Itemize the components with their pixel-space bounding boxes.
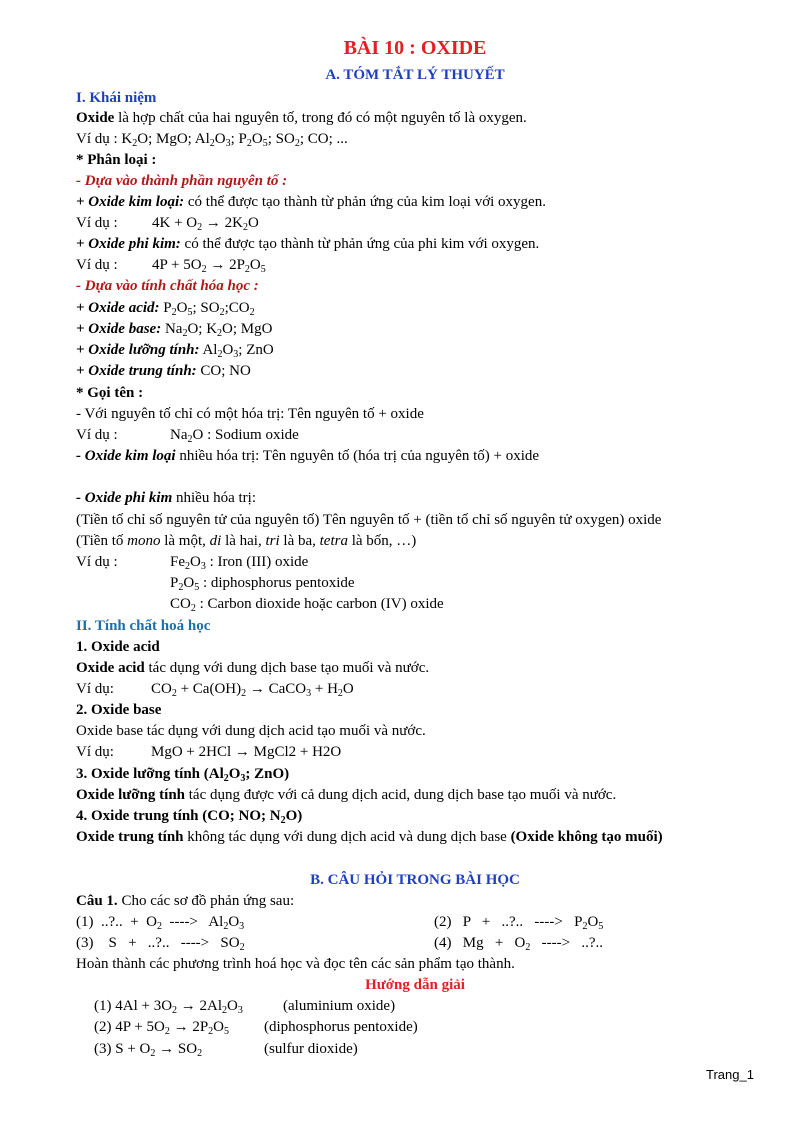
reaction-scheme-4: (4) $Mg + O_2$ ----> ..?..	[434, 935, 603, 953]
amphoteric-oxide-heading: 3. Oxide lưỡng tính ($Al_2O_3$; ZnO)	[76, 766, 290, 784]
solution-heading: Hướng dẫn giải	[365, 977, 465, 993]
neutral-oxide-line: + Oxide trung tính: CO; NO	[76, 363, 251, 379]
acid-oxide-heading: 1. Oxide acid	[76, 639, 160, 655]
by-property-heading: - Dựa vào tính chất hóa học :	[76, 278, 259, 294]
base-oxide-equation: Ví dụ: MgO + 2HCl → MgCl2 + H2O	[76, 744, 342, 760]
metal-oxide-line: + Oxide kim loại: có thể được tạo thành từ phản ứng của kim loại với oxygen.	[76, 194, 546, 210]
amphoteric-oxide-line: + Oxide lưỡng tính: $Al_2O_3$; ZnO	[76, 342, 274, 360]
base-oxide-line: + Oxide base: $Na_2O$; $K_2O$; MgO	[76, 321, 273, 339]
naming-heading: * Gọi tên :	[76, 385, 144, 401]
naming-rule-single: - Với nguyên tố chỉ có một hóa trị: Tên nguyên tố + oxide	[76, 406, 424, 422]
prefix-explanation: (Tiền tố mono là một, di là hai, tri là ba, tetra là bốn, …)	[76, 533, 417, 549]
sodium-oxide-example: Ví dụ : $Na_2O$ : Sodium oxide	[76, 427, 299, 445]
nonmetal-multi-valence-rule: - Oxide phi kim nhiều hóa trị:	[76, 490, 256, 506]
concept-heading: I. Khái niệm	[76, 90, 157, 106]
acid-oxide-property: Oxide acid tác dụng với dung dịch base tạo muối và nước.	[76, 660, 430, 676]
amphoteric-oxide-property: Oxide lưỡng tính tác dụng được với cả dung dịch acid, dung dịch base tạo muối và nước.	[76, 787, 617, 803]
question-instruction: Hoàn thành các phương trình hoá học và đọc tên các sản phẩm tạo thành.	[76, 956, 515, 972]
nonmetal-oxide-line: + Oxide phi kim: có thể được tạo thành từ phản ứng của phi kim với oxygen.	[76, 236, 540, 252]
neutral-oxide-property: Oxide trung tính không tác dụng với dung dịch acid và dung dịch base (Oxide không tạo muối)	[76, 829, 663, 845]
reaction-scheme-1: (1) ..?.. + $O_2$ ----> $Al_2O_3$	[76, 914, 245, 932]
acid-oxide-equation: Ví dụ: $CO_2 + Ca(OH)_2$ → CaCO$_3$ + $H_2O$	[76, 681, 354, 699]
reaction-scheme-3: (3) S + ..?.. ----> $SO_2$	[76, 935, 245, 953]
section-b-heading: B. CÂU HỎI TRONG BÀI HỌC	[310, 872, 520, 888]
base-oxide-property: Oxide base tác dụng với dung dịch acid tạo muối và nước.	[76, 723, 426, 739]
by-element-heading: - Dựa vào thành phần nguyên tố :	[76, 173, 288, 189]
page-number: Trang_1	[706, 1067, 754, 1082]
metal-multi-valence-rule: - Oxide kim loại nhiều hóa trị: Tên nguyên tố (hóa trị của nguyên tố) + oxide	[76, 448, 540, 464]
section-a-heading: A. TÓM TẮT LÝ THUYẾT	[325, 67, 505, 83]
answer-3: (3) $S + O_2 \to SO_2$ (sulfur dioxide)	[94, 1041, 358, 1059]
example-formulas: Ví dụ : $K_2O$; MgO; $Al_2O_3$; $P_2O_5$; $SO_2$; CO; ...	[76, 131, 348, 149]
metal-oxide-example: Ví dụ : $4K + O_2 \to 2K_2O$	[76, 215, 259, 233]
chemical-properties-heading: II. Tính chất hoá học	[76, 618, 211, 634]
page-title: BÀI 10 : OXIDE	[343, 37, 487, 59]
nonmetal-oxide-example: Ví dụ : $4P + 5O_2 \to 2P_2O_5$	[76, 257, 266, 275]
question-1: Câu 1. Cho các sơ đồ phản ứng sau:	[76, 893, 295, 909]
reaction-scheme-2: (2) P + ..?.. ----> $P_2O_5$	[434, 914, 604, 932]
definition-line: Oxide là hợp chất của hai nguyên tố, trong đó có một nguyên tố là oxygen.	[76, 110, 527, 126]
iron-oxide-example: Ví dụ : $Fe_2O_3$ : Iron (III) oxide	[76, 554, 309, 572]
base-oxide-heading: 2. Oxide base	[76, 702, 162, 718]
prefix-rule: (Tiền tố chỉ số nguyên tử của nguyên tố) Tên nguyên tố + (tiền tố chỉ số nguyên tử oxygen) oxide	[76, 512, 662, 528]
document-page: BÀI 10 : OXIDE A. TÓM TẮT LÝ THUYẾT I. Khái niệm Oxide là hợp chất của hai nguyên tố, trong đó có một nguyên tố là oxygen. Ví dụ : $K_2O$; MgO; $Al_2O_3$; $P_2O_5$; $SO_2$; CO; ... * Phân loại : - Dựa vào thành phần nguyên tố : + Oxide kim loại: có thể được tạo thành từ phản ứng của kim loại với oxygen. Ví dụ : $4K + O_2 \to 2K_2O$ + Oxide phi kim: có thể được tạo thành từ phản ứng của phi kim với oxygen. Ví dụ : $4P + 5O_2 \to 2P_2O_5$ - Dựa vào tính chất hóa học : + Oxide acid: $P_2O_5$; $SO_2;CO_2$ + Oxide base: $Na_2O$; $K_2O$; MgO + Oxide lưỡng tính: $Al_2O_3$; ZnO + Oxide trung tính: CO; NO * Gọi tên : - Với nguyên tố chỉ có một hóa trị: Tên nguyên tố + oxide Ví dụ : $Na_2O$ : Sodium oxide - Oxide kim loại nhiều hóa trị: Tên nguyên tố (hóa trị của nguyên tố) + oxide - Oxide phi kim nhiều hóa trị: (Tiền tố chỉ số nguyên tử của nguyên tố) Tên nguyên tố + (tiền tố chỉ số nguyên tử oxygen) oxide (Tiền tố mono là một, di là hai, tri là ba, tetra là bốn, …) Ví dụ : $Fe_2O_3$ : Iron (III) oxide $P_2O_5$ : diphosphorus pentoxide $CO_2$ : Carbon dioxide hoặc carbon (IV) oxide II. Tính chất hoá học 1. Oxide acid Oxide acid tác dụng với dung dịch base tạo muối và nước. Ví dụ: $CO_2 + Ca(OH)_2$ → CaCO$_3$ + $H_2O$ 2. Oxide base Oxide base tác dụng với dung dịch acid tạo muối và nước. Ví dụ: MgO + 2HCl → MgCl2 + H2O 3. Oxide lưỡng tính ($Al_2O_3$; ZnO) Oxide lưỡng tính tác dụng được với cả dung dịch acid, dung dịch base tạo muối và nước. 4. Oxide trung tính (CO; NO; $N_2O$) Oxide trung tính không tác dụng với dung dịch acid và dung dịch base (Oxide không tạo muối) B. CÂU HỎI TRONG BÀI HỌC Câu 1. Cho các sơ đồ phản ứng sau: (1) ..?.. + $O_2$ ----> $Al_2O_3$ (2) P + ..?.. ----> $P_2O_5$ (3) S + ..?.. ----> $SO_2$ (4) $Mg + O_2$ ----> ..?.. Hoàn thành các phương trình hoá học và đọc tên các sản phẩm tạo thành. Hướng dẫn giải (1) $4Al + 3O_2 \to 2Al_2O_3$ (aluminium oxide) (2) $4P + 5O_2 \to 2P_2O_5$ (diphosphorus pentoxide) (3) $S + O_2 \to SO_2$ (sulfur dioxide) Trang_1	[0, 0, 794, 1123]
answer-2: (2) $4P + 5O_2 \to 2P_2O_5$ (diphosphorus pentoxide)	[94, 1019, 418, 1037]
acid-oxide-line: + Oxide acid: $P_2O_5$; $SO_2;CO_2$	[76, 300, 255, 318]
classification-heading: * Phân loại :	[76, 152, 157, 168]
neutral-oxide-heading: 4. Oxide trung tính (CO; NO; $N_2O$)	[76, 808, 303, 826]
answer-1: (1) $4Al + 3O_2 \to 2Al_2O_3$ (aluminium oxide)	[94, 998, 396, 1016]
